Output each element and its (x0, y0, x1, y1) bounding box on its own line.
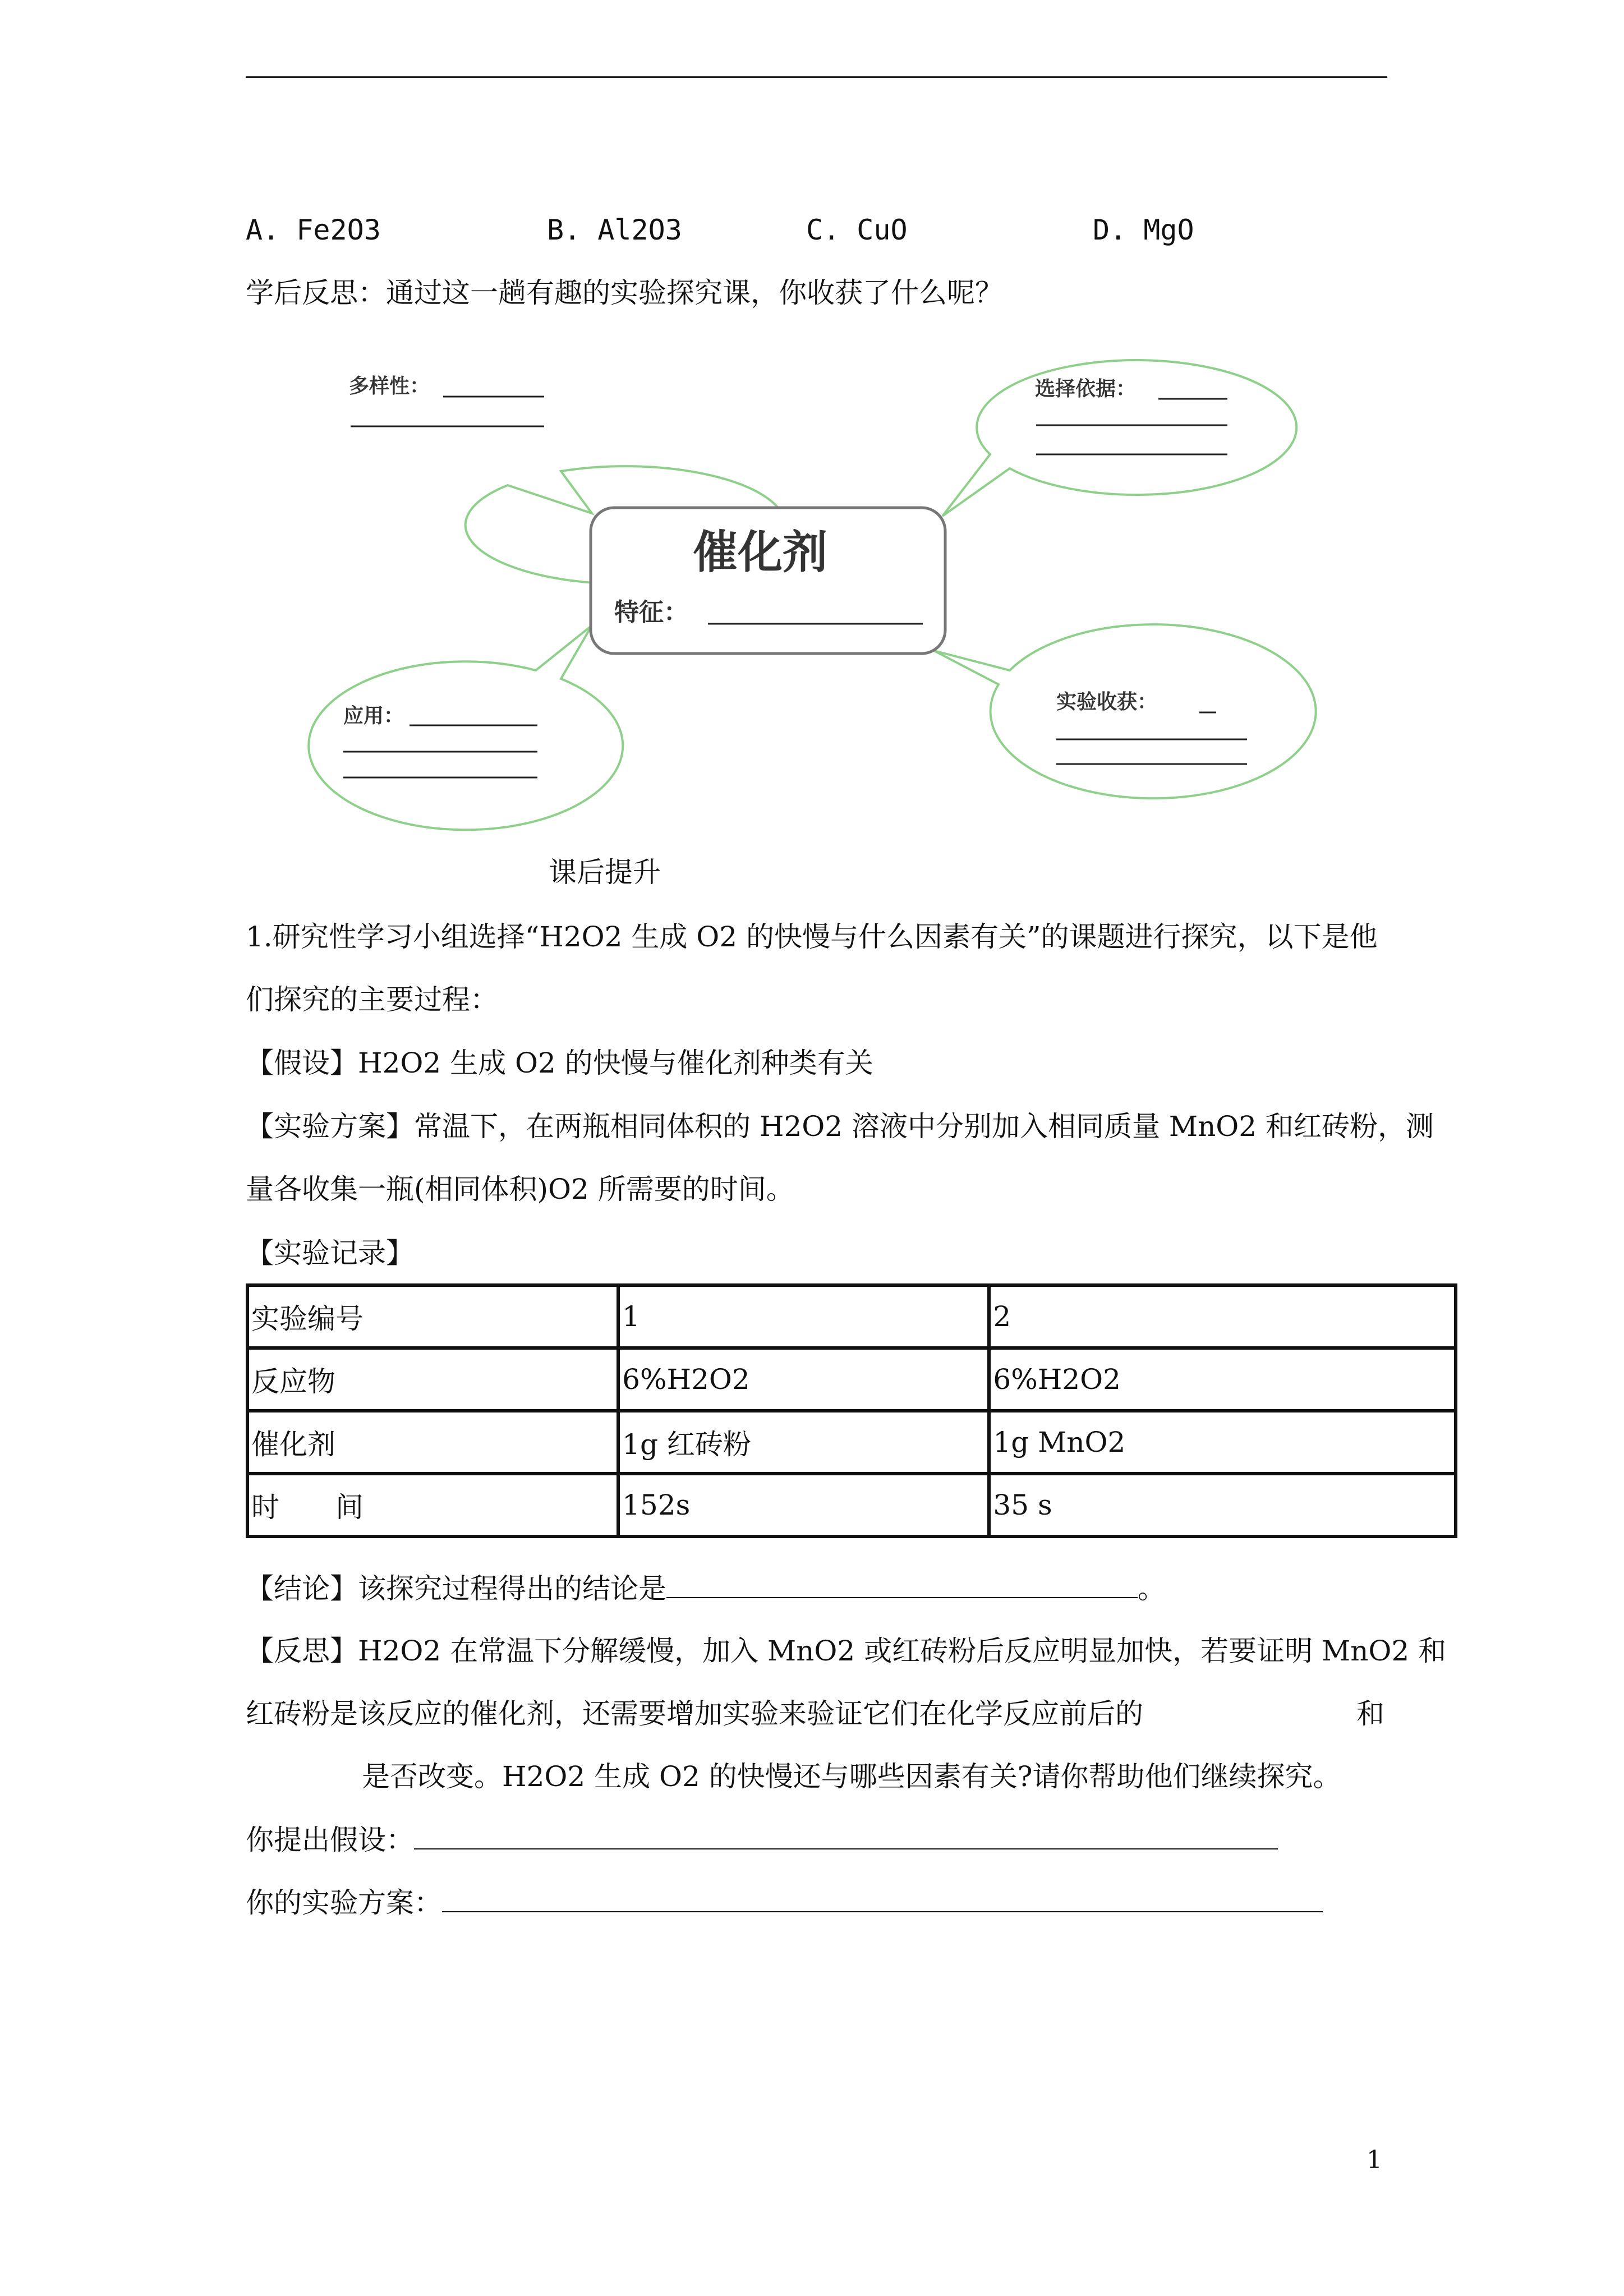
catalyst-mindmap (0, 0, 1624, 841)
q1-reflect-line1: 【反思】H2O2 在常温下分解缓慢，加入 MnO2 或红砖粉后反应明显加快，若要证明 MnO2 和 (246, 1635, 1447, 1667)
q1-conclusion (246, 1572, 1166, 1605)
option-b: B. Al2O3 (547, 214, 682, 246)
table-cell: 152s (618, 1474, 989, 1536)
q1-your-plan (246, 1886, 1323, 1920)
table-cell: 6%H2O2 (618, 1348, 989, 1411)
table-cell: 35 s (989, 1474, 1456, 1536)
q1-intro-line1: 1.研究性学习小组选择“H2O2 生成 O2 的快慢与什么因素有关”的课题进行探究，以下是他 (246, 921, 1378, 953)
conclusion-blank[interactable] (666, 1572, 1138, 1598)
q1-hypothesis: 【假设】H2O2 生成 O2 的快慢与催化剂种类有关 (246, 1047, 873, 1079)
conclusion-suffix: 。 (1138, 1572, 1166, 1605)
mindmap-top-left-label: 多样性： (349, 375, 430, 398)
your-plan-label: 你的实验方案： (246, 1887, 442, 1919)
option-d: D. MgO (1093, 214, 1194, 246)
table-cell: 1g MnO2 (989, 1411, 1456, 1474)
your-plan-blank[interactable] (442, 1887, 1323, 1912)
section-heading: 课后提升 (549, 856, 661, 889)
table-cell: 2 (989, 1285, 1456, 1348)
table-cell: 1g 红砖粉 (618, 1411, 989, 1474)
q1-plan-line2: 量各收集一瓶(相同体积)O2 所需要的时间。 (246, 1173, 794, 1205)
reflection-prompt: 学后反思：通过这一趟有趣的实验探究课，你收获了什么呢？ (246, 277, 1003, 309)
page-number: 1 (1367, 2146, 1382, 2174)
table-cell: 催化剂 (247, 1411, 618, 1474)
option-c: C. CuO (806, 214, 908, 246)
q1-reflect-line2-tail: 和 (1356, 1697, 1384, 1730)
mindmap-top-right-label: 选择依据： (1035, 378, 1137, 401)
q1-intro-line2: 们探究的主要过程： (246, 983, 498, 1016)
mindmap-center-label: 特征： (614, 598, 688, 627)
q1-reflect-line2: 红砖粉是该反应的催化剂，还需要增加实验来验证它们在化学反应前后的 (246, 1697, 1143, 1730)
your-hypothesis-label: 你提出假设： (246, 1824, 414, 1856)
mindmap-center-title: 催化剂 (693, 526, 827, 578)
table-row (247, 1285, 1456, 1348)
experiment-record-table (246, 1283, 1457, 1538)
q1-plan-line1: 【实验方案】常温下，在两瓶相同体积的 H2O2 溶液中分别加入相同质量 MnO2 和红砖粉，测 (246, 1110, 1434, 1143)
table-cell: 1 (618, 1285, 989, 1348)
q1-reflect-line3: 是否改变。H2O2 生成 O2 的快慢还与哪些因素有关?请你帮助他们继续探究。 (362, 1760, 1341, 1793)
mindmap-bottom-left-label: 应用： (343, 705, 404, 728)
table-cell: 6%H2O2 (989, 1348, 1456, 1411)
table-cell: 反应物 (247, 1348, 618, 1411)
q1-your-hypothesis (246, 1823, 1278, 1857)
table-cell: 时 间 (247, 1474, 618, 1536)
table-row (247, 1348, 1456, 1411)
q1-record-heading: 【实验记录】 (246, 1237, 414, 1269)
option-a: A. Fe2O3 (246, 214, 381, 246)
table-row (247, 1474, 1456, 1536)
your-hypothesis-blank[interactable] (414, 1824, 1278, 1849)
conclusion-prefix: 【结论】该探究过程得出的结论是 (246, 1572, 666, 1605)
table-row (247, 1411, 1456, 1474)
mindmap-bottom-right-label: 实验收获： (1056, 691, 1158, 714)
table-cell: 实验编号 (247, 1285, 618, 1348)
